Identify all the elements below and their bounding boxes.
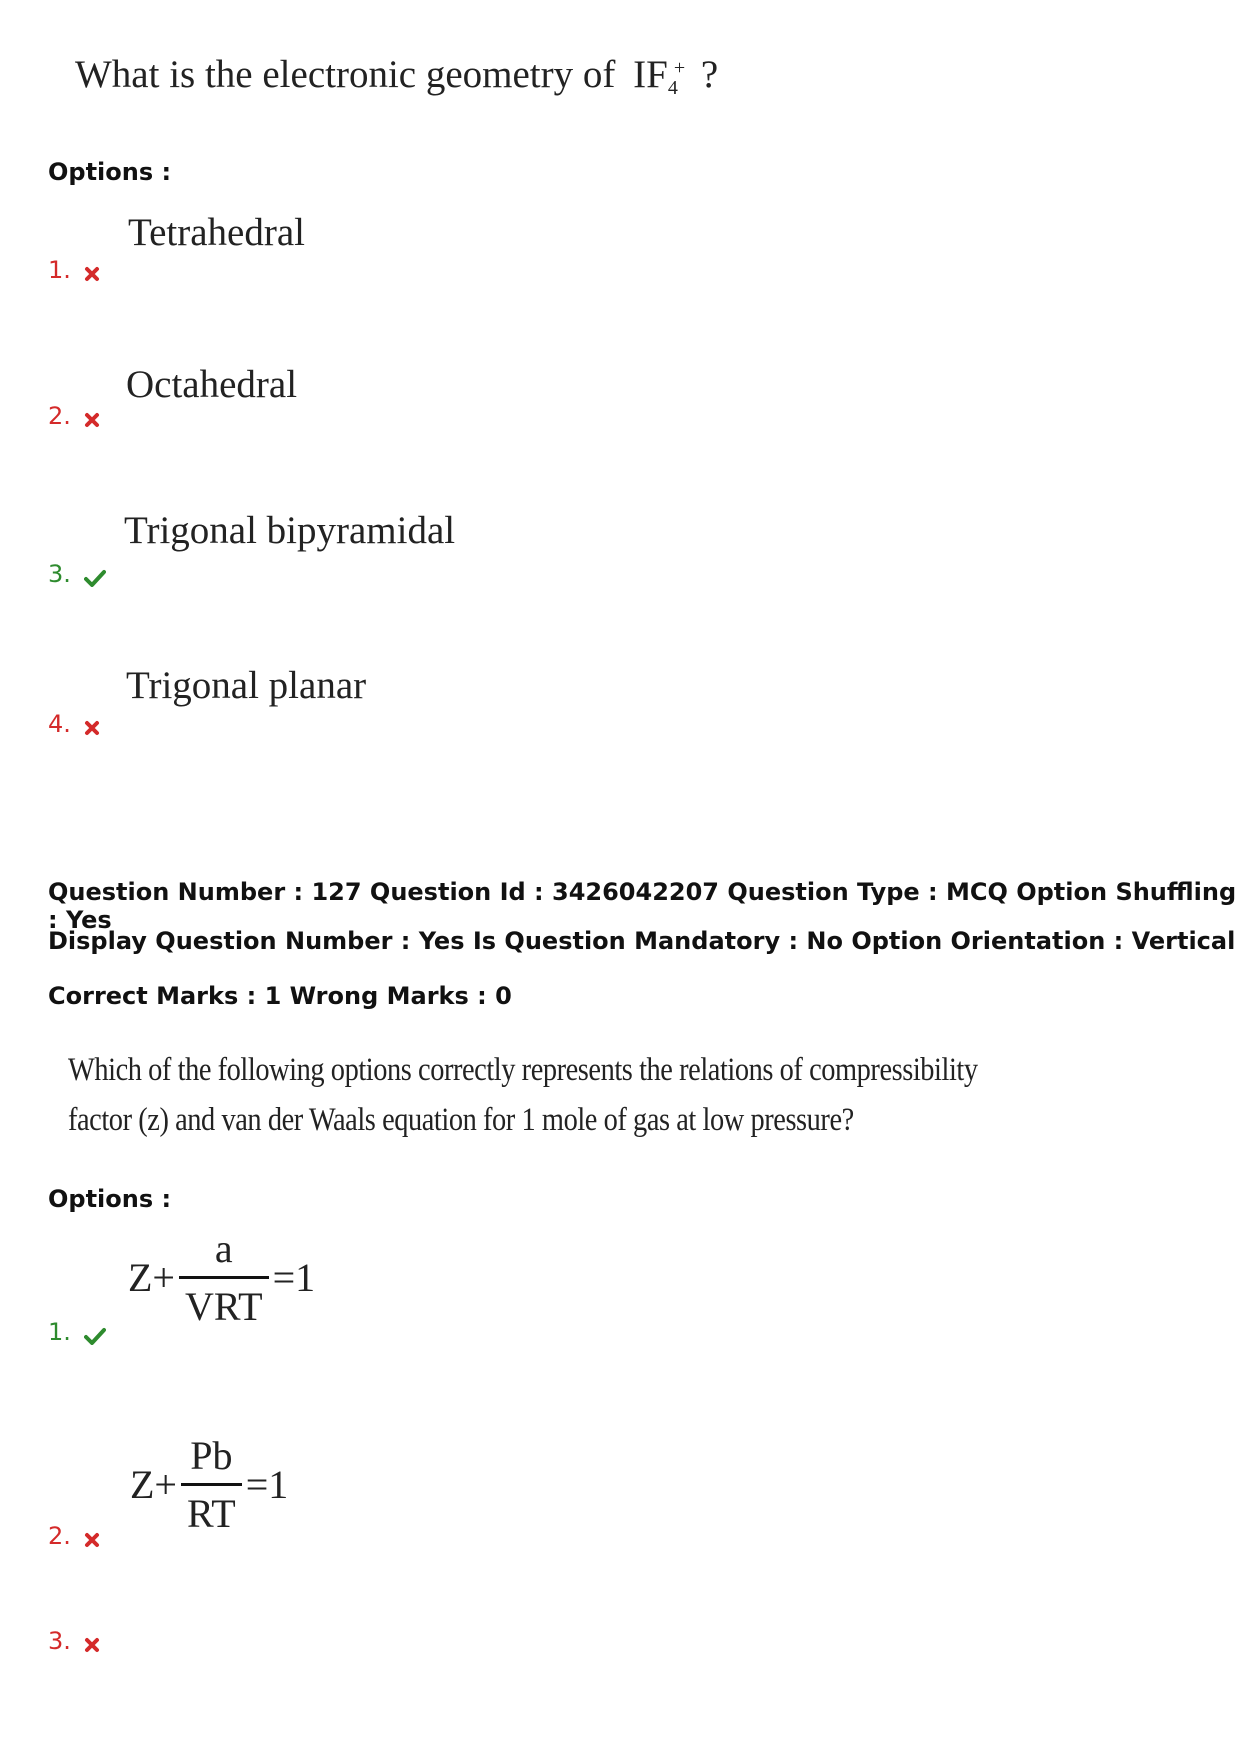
option-number: 2.: [48, 1522, 71, 1550]
options-label: Options :: [48, 1185, 172, 1213]
option-text: Trigonal planar: [126, 664, 367, 707]
option-number-row: [48, 1522, 100, 1550]
question-line: factor (z) and van der Waals equation for 1 mole of gas at low pressure?: [68, 1102, 854, 1138]
denominator: VRT: [185, 1284, 263, 1329]
option-number: 3.: [48, 1627, 71, 1655]
option-text: Trigonal bipyramidal: [124, 509, 456, 552]
denominator: RT: [187, 1491, 236, 1536]
equation-option-2: [130, 1432, 288, 1537]
question-mark: ?: [700, 53, 719, 96]
option-number: 1.: [48, 1318, 71, 1346]
question-text-prev: [75, 52, 719, 100]
option-number-row: [48, 710, 100, 738]
question-text-current: [68, 1045, 978, 1145]
option-number-row: [48, 1318, 106, 1346]
check-icon: [84, 569, 106, 587]
eq-rhs: =1: [245, 1462, 289, 1507]
question-meta-line2: Display Question Number : Yes Is Question Mandatory : No Option Orientation : Vertical: [48, 927, 1236, 955]
formula-sup: +: [673, 57, 686, 80]
question-line: Which of the following options correctly represents the relations of compressibility: [68, 1052, 978, 1088]
options-label: Options :: [48, 158, 172, 186]
numerator: a: [214, 1226, 233, 1271]
option-number: 2.: [48, 402, 71, 430]
option-text: Tetrahedral: [128, 211, 305, 254]
fraction: [181, 1432, 242, 1537]
check-icon: [84, 1327, 106, 1345]
option-number-row: [48, 1627, 100, 1655]
cross-icon: [84, 1532, 100, 1548]
eq-rhs: =1: [272, 1255, 316, 1300]
eq-lhs: Z+: [130, 1462, 177, 1507]
option-number: 1.: [48, 256, 71, 284]
cross-icon: [84, 720, 100, 736]
question-meta-line1: Question Number : 127 Question Id : 3426042207 Question Type : MCQ Option Shuffling : Yes: [48, 878, 1237, 934]
option-number: 3.: [48, 560, 71, 588]
question-text: What is the electronic geometry of: [75, 53, 616, 96]
option-text: Octahedral: [126, 363, 298, 406]
option-number-row: [48, 402, 100, 430]
numerator: Pb: [190, 1433, 233, 1478]
formula-base: IF: [633, 53, 668, 96]
question-meta-line3: Correct Marks : 1 Wrong Marks : 0: [48, 982, 512, 1010]
option-number: 4.: [48, 710, 71, 738]
cross-icon: [84, 412, 100, 428]
cross-icon: [84, 266, 100, 282]
formula-sub: 4: [667, 77, 678, 100]
fraction: [179, 1225, 269, 1330]
eq-lhs: Z+: [128, 1255, 175, 1300]
option-number-row: [48, 256, 100, 284]
formula-if4: [633, 53, 695, 100]
option-number-row: [48, 560, 106, 588]
cross-icon: [84, 1637, 100, 1653]
equation-option-1: [128, 1225, 315, 1330]
